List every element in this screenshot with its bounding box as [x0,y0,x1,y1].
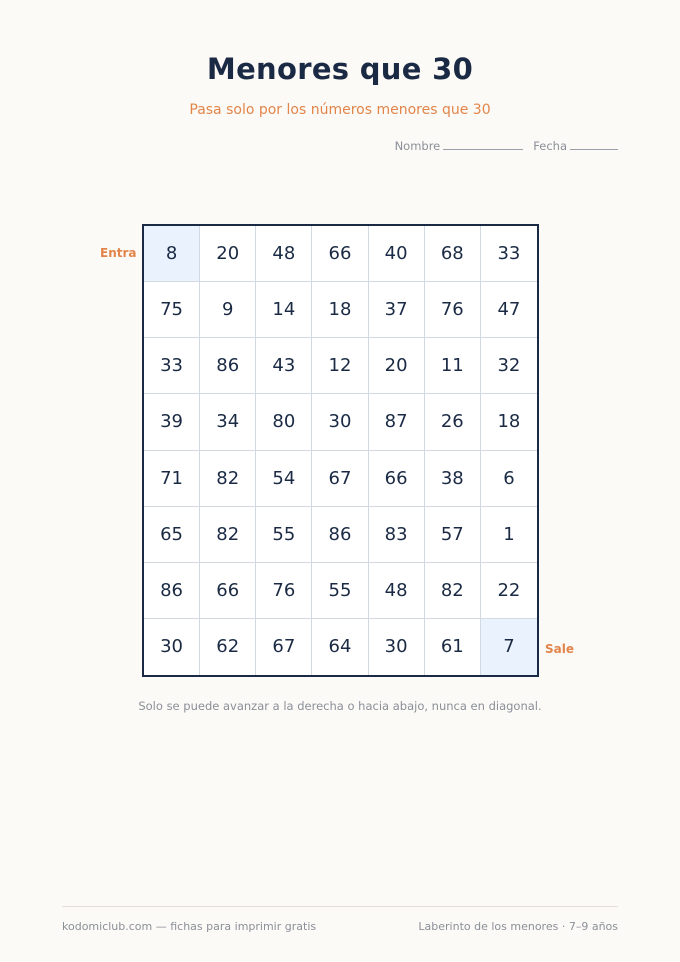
date-line [570,140,618,150]
maze-cell[interactable]: 12 [312,338,368,394]
maze-cell[interactable]: 40 [369,226,425,282]
maze-cell[interactable]: 68 [425,226,481,282]
maze-exit-label: Sale [545,642,574,656]
maze-cell[interactable]: 32 [481,338,537,394]
footer-worksheet-info: Laberinto de los menores · 7–9 años [418,920,618,933]
date-label: Fecha [533,139,567,153]
maze-cell[interactable]: 14 [256,282,312,338]
name-field[interactable] [395,139,524,153]
page-subtitle: Pasa solo por los números menores que 30 [189,102,491,118]
maze-cell[interactable]: 38 [425,451,481,507]
maze-cell[interactable]: 86 [312,507,368,563]
maze-cell[interactable]: 76 [256,563,312,619]
maze-cell[interactable]: 30 [369,619,425,675]
maze-cell[interactable]: 39 [144,394,200,450]
maze-cell[interactable]: 65 [144,507,200,563]
maze-cell[interactable]: 30 [144,619,200,675]
name-date-fields [395,139,618,153]
maze-cell[interactable]: 33 [481,226,537,282]
maze-cell[interactable]: 82 [425,563,481,619]
maze-cell[interactable]: 86 [144,563,200,619]
maze-cell[interactable]: 62 [200,619,256,675]
maze-cell[interactable]: 33 [144,338,200,394]
page-title: Menores que 30 [206,52,474,86]
maze-cell[interactable]: 55 [256,507,312,563]
maze-grid [142,224,539,677]
name-line [443,140,523,150]
maze-cell[interactable]: 75 [144,282,200,338]
maze-cell[interactable]: 47 [481,282,537,338]
maze-cell[interactable]: 54 [256,451,312,507]
maze-cell[interactable]: 22 [481,563,537,619]
maze-cell[interactable]: 11 [425,338,481,394]
maze-cell[interactable]: 76 [425,282,481,338]
maze-cell[interactable]: 9 [200,282,256,338]
maze-cell[interactable]: 34 [200,394,256,450]
maze-cell[interactable]: 18 [481,394,537,450]
maze-cell[interactable]: 30 [312,394,368,450]
maze-cell[interactable]: 48 [369,563,425,619]
name-label: Nombre [394,139,441,153]
footer-divider [62,906,618,907]
maze-cell[interactable]: 48 [256,226,312,282]
footer-site: kodomiclub.com — fichas para imprimir gratis [62,920,317,933]
maze-cell[interactable]: 67 [256,619,312,675]
maze-cell[interactable]: 82 [200,451,256,507]
maze-cell[interactable]: 20 [200,226,256,282]
maze-entry-label: Entra [100,246,137,260]
maze-cell[interactable]: 6 [481,451,537,507]
maze-cell[interactable]: 66 [312,226,368,282]
maze-cell[interactable]: 87 [369,394,425,450]
maze-cell[interactable]: 18 [312,282,368,338]
maze-cell[interactable]: 43 [256,338,312,394]
maze-end-cell[interactable]: 7 [481,619,537,675]
maze-cell[interactable]: 66 [369,451,425,507]
maze-cell[interactable]: 80 [256,394,312,450]
maze-cell[interactable]: 61 [425,619,481,675]
maze-cell[interactable]: 55 [312,563,368,619]
maze-start-cell[interactable]: 8 [144,226,200,282]
maze-cell[interactable]: 37 [369,282,425,338]
date-field[interactable] [533,139,618,153]
maze-cell[interactable]: 66 [200,563,256,619]
maze-cell[interactable]: 67 [312,451,368,507]
maze-cell[interactable]: 71 [144,451,200,507]
maze-rule-text: Solo se puede avanzar a la derecha o hacia abajo, nunca en diagonal. [138,699,542,713]
maze-cell[interactable]: 83 [369,507,425,563]
maze-cell[interactable]: 82 [200,507,256,563]
maze-cell[interactable]: 57 [425,507,481,563]
maze-cell[interactable]: 26 [425,394,481,450]
maze-cell[interactable]: 1 [481,507,537,563]
maze-cell[interactable]: 86 [200,338,256,394]
maze-cell[interactable]: 64 [312,619,368,675]
maze-cell[interactable]: 20 [369,338,425,394]
